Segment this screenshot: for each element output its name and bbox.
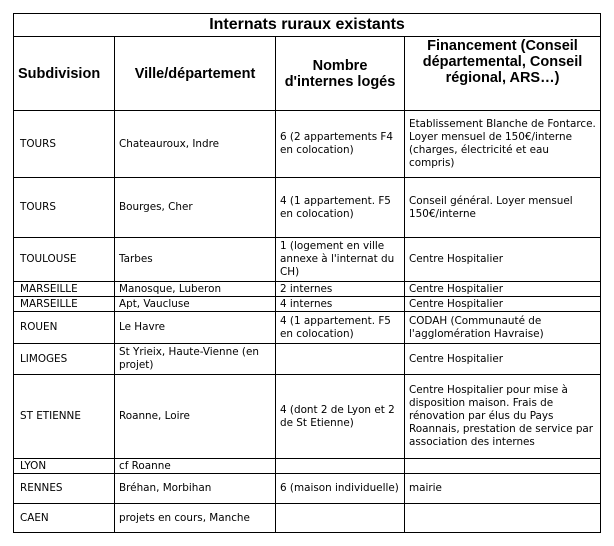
header-nombre: Nombre d'internes logés xyxy=(276,37,405,111)
cell-financement: mairie xyxy=(405,474,601,504)
cell-ville: Chateauroux, Indre xyxy=(115,111,276,178)
cell-subdivision: MARSEILLE xyxy=(14,297,115,312)
header-financement: Financement (Conseil départemental, Conseil régional, ARS…) xyxy=(405,37,601,111)
cell-financement: Conseil général. Loyer mensuel 150€/interne xyxy=(405,178,601,238)
header-row xyxy=(14,37,601,111)
cell-subdivision: TOULOUSE xyxy=(14,238,115,282)
cell-financement: Centre Hospitalier xyxy=(405,297,601,312)
table-row xyxy=(14,282,601,297)
table-row xyxy=(14,111,601,178)
cell-nombre: 4 internes xyxy=(276,297,405,312)
internats-table xyxy=(13,13,601,533)
cell-ville: Le Havre xyxy=(115,312,276,344)
cell-financement: Etablissement Blanche de Fontarce. Loyer mensuel de 150€/interne (charges, électricité et eau compris) xyxy=(405,111,601,178)
cell-nombre xyxy=(276,459,405,474)
cell-nombre xyxy=(276,504,405,533)
cell-financement: Centre Hospitalier pour mise à disposition maison. Frais de rénovation par élus du Pays Roannais, prestation de service par association des internes xyxy=(405,375,601,459)
cell-ville: Manosque, Luberon xyxy=(115,282,276,297)
cell-nombre: 4 (1 appartement. F5 en colocation) xyxy=(276,178,405,238)
table-row xyxy=(14,504,601,533)
cell-nombre: 4 (1 appartement. F5 en colocation) xyxy=(276,312,405,344)
cell-subdivision: LIMOGES xyxy=(14,344,115,375)
table-row xyxy=(14,474,601,504)
cell-financement xyxy=(405,504,601,533)
header-ville: Ville/département xyxy=(115,37,276,111)
cell-financement: Centre Hospitalier xyxy=(405,238,601,282)
cell-ville: Bourges, Cher xyxy=(115,178,276,238)
table-row xyxy=(14,178,601,238)
cell-ville: projets en cours, Manche xyxy=(115,504,276,533)
cell-subdivision: TOURS xyxy=(14,111,115,178)
cell-subdivision: ROUEN xyxy=(14,312,115,344)
cell-subdivision: TOURS xyxy=(14,178,115,238)
cell-subdivision: RENNES xyxy=(14,474,115,504)
cell-subdivision: LYON xyxy=(14,459,115,474)
table-row xyxy=(14,344,601,375)
table-title: Internats ruraux existants xyxy=(13,13,601,36)
table-row xyxy=(14,297,601,312)
cell-financement: Centre Hospitalier xyxy=(405,282,601,297)
cell-subdivision: ST ETIENNE xyxy=(14,375,115,459)
cell-nombre: 4 (dont 2 de Lyon et 2 de St Etienne) xyxy=(276,375,405,459)
cell-subdivision: CAEN xyxy=(14,504,115,533)
cell-financement: CODAH (Communauté de l'agglomération Havraise) xyxy=(405,312,601,344)
table-row xyxy=(14,375,601,459)
cell-ville: Tarbes xyxy=(115,238,276,282)
cell-nombre xyxy=(276,344,405,375)
cell-financement: Centre Hospitalier xyxy=(405,344,601,375)
table-row xyxy=(14,238,601,282)
cell-ville: St Yrieix, Haute-Vienne (en projet) xyxy=(115,344,276,375)
cell-nombre: 6 (2 appartements F4 en colocation) xyxy=(276,111,405,178)
table-row xyxy=(14,459,601,474)
header-subdivision: Subdivision xyxy=(14,37,115,111)
table-row xyxy=(14,312,601,344)
cell-nombre: 2 internes xyxy=(276,282,405,297)
cell-ville: Apt, Vaucluse xyxy=(115,297,276,312)
cell-nombre: 1 (logement en ville annexe à l'internat du CH) xyxy=(276,238,405,282)
cell-ville: Bréhan, Morbihan xyxy=(115,474,276,504)
cell-financement xyxy=(405,459,601,474)
cell-ville: Roanne, Loire xyxy=(115,375,276,459)
cell-nombre: 6 (maison individuelle) xyxy=(276,474,405,504)
cell-ville: cf Roanne xyxy=(115,459,276,474)
cell-subdivision: MARSEILLE xyxy=(14,282,115,297)
